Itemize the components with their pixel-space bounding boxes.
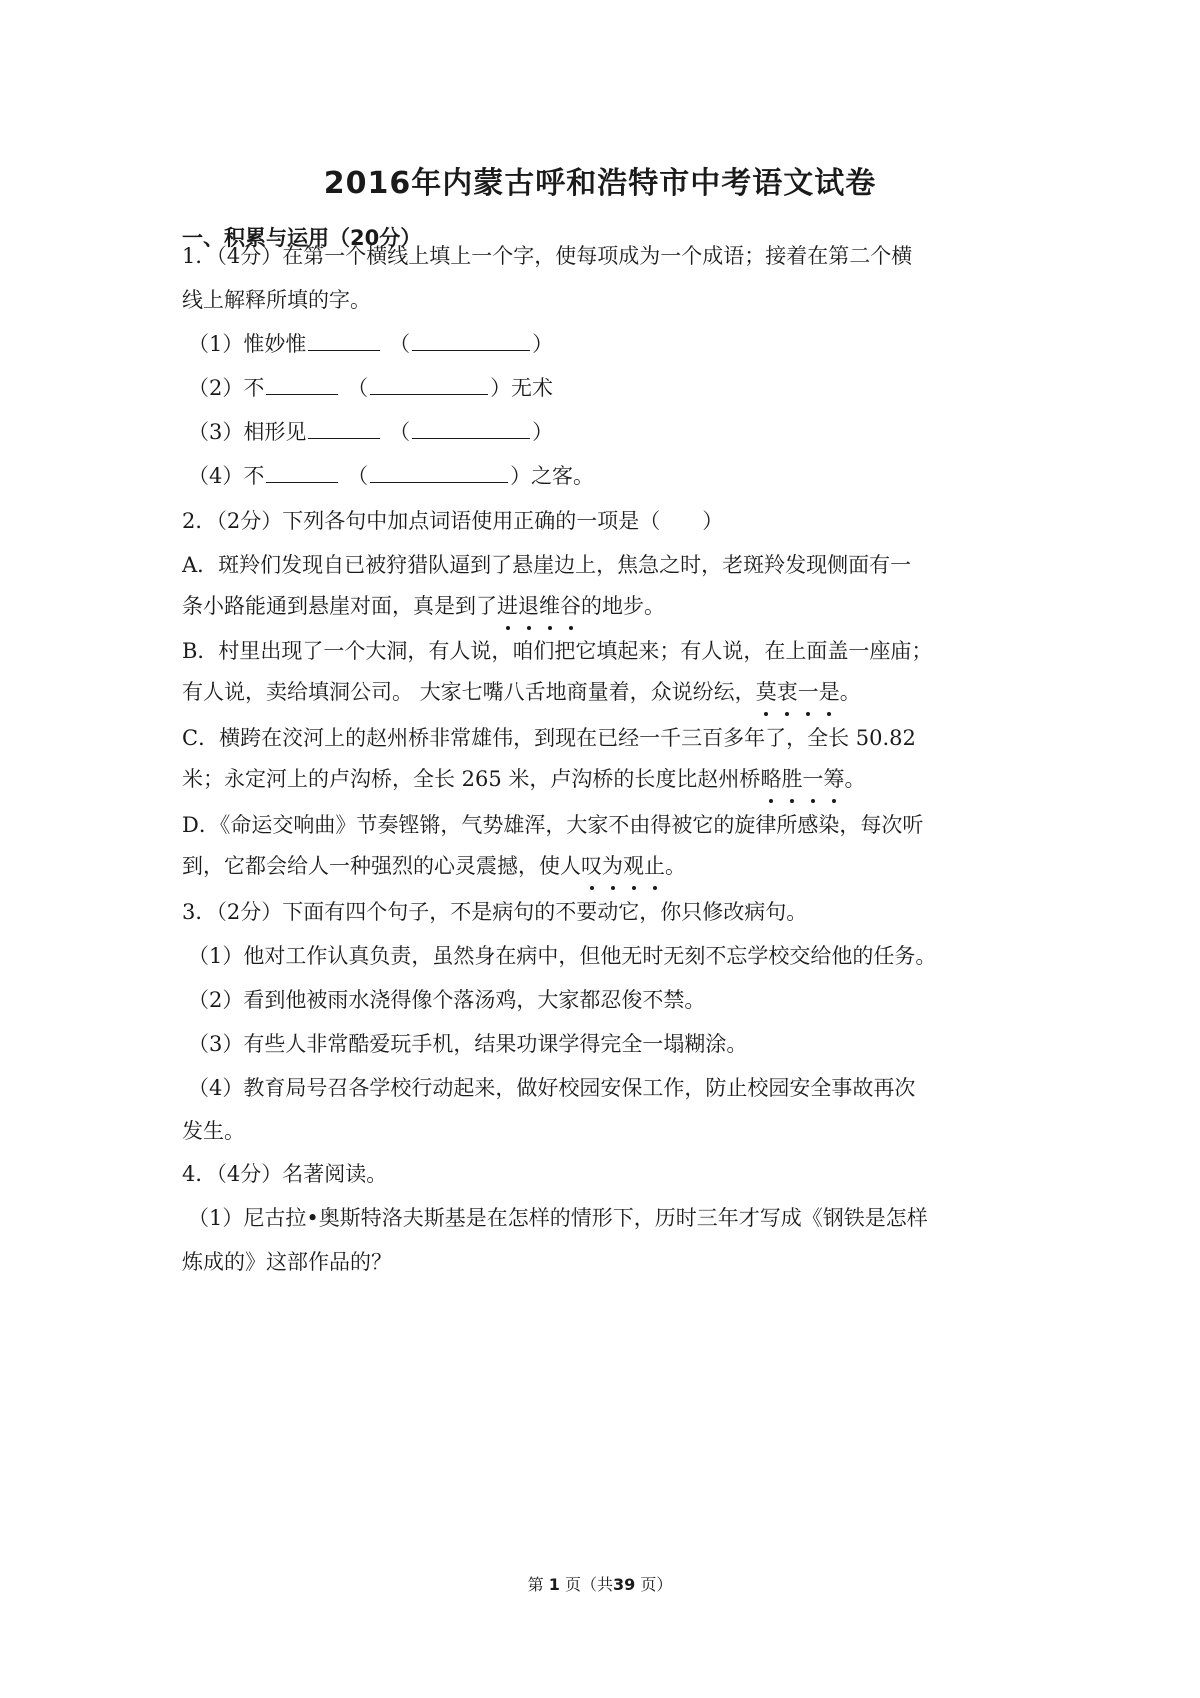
page-footer [0,1572,1200,1595]
option-text: 。 [839,680,861,704]
dotted-char: 衷 [777,678,798,707]
option-text: 条小路能通到悬崖对面，真是到了 [182,594,497,618]
total-pages: 39 [612,1575,636,1594]
q2-option-a-line1: A．斑羚们发现自已被狩猎队逼到了悬崖边上，焦急之时，老斑羚发现侧面有一 [182,553,912,577]
answer-blank[interactable] [266,374,338,395]
q3-sentence-3: （3）有些人非常酷爱玩手机，结果功课学得完全一塌糊涂。 [188,1032,748,1056]
dotted-char: 止 [644,852,665,881]
q1-item-3 [188,418,553,447]
q2-stem: 2．（2分）下列各句中加点词语使用正确的一项是（ ） [182,509,724,533]
q3-sentence-4-line2: 发生。 [182,1119,245,1143]
dotted-char: 观 [623,852,644,881]
dotted-char: 一 [798,678,819,707]
explanation-blank[interactable] [412,418,530,439]
option-text: 的地步。 [581,594,665,618]
dotted-char: 莫 [756,678,777,707]
q1-item-text: （1）惟妙惟 [188,332,307,356]
dotted-char: 维 [539,592,560,621]
q3-sentence-1: （1）他对工作认真负责，虽然身在病中，但他无时无刻不忘学校交给他的任务。 [188,944,937,968]
q1-item-suffix: ） [532,420,554,444]
footer-text: 页） [640,1575,673,1594]
q1-item-text: （2）不 [188,376,265,400]
paren-open: （ [389,332,411,356]
answer-blank[interactable] [308,330,380,351]
option-text: 到，它都会给人一种强烈的心灵震撼，使人 [182,854,581,878]
q1-stem-line1: 1．（4分）在第一个横线上填上一个字，使每项成为一个成语；接着在第二个横 [182,244,913,268]
dotted-char: 胜 [781,765,802,794]
dotted-char: 叹 [581,852,602,881]
paren-open: （ [389,420,411,444]
q1-stem-line2: 线上解释所填的字。 [182,288,371,312]
dotted-char: 是 [819,678,840,707]
q1-item-4 [188,462,594,491]
dotted-char: 略 [760,765,781,794]
q1-item-suffix: ）无术 [490,376,554,400]
paren-open: （ [347,376,369,400]
section-heading: 一、积累与运用（20分） [182,226,422,250]
dotted-char: 退 [518,592,539,621]
q2-option-d-line2 [182,852,686,881]
explanation-blank[interactable] [412,330,530,351]
answer-blank[interactable] [266,462,338,483]
paren-open: （ [347,464,369,488]
option-text: 米；永定河上的卢沟桥，全长 265 米，卢沟桥的长度比赵州桥 [182,767,761,791]
dotted-char: 一 [802,765,823,794]
q3-sentence-2: （2）看到他被雨水浇得像个落汤鸡，大家都忍俊不禁。 [188,988,706,1012]
option-text: 有人说，卖给填洞公司。 大家七嘴八舌地商量着，众说纷纭， [182,680,756,704]
option-text: 。 [844,767,866,791]
page-number: 1 [548,1575,560,1594]
q1-item-text: （4）不 [188,464,265,488]
footer-text: 页（共 [564,1575,613,1594]
q2-option-d-line1: D．《命运交响曲》节奏铿锵，气势雄浑，大家不由得被它的旋律所感染，每次听 [182,813,924,837]
q2-option-c-line2 [182,765,865,794]
answer-blank[interactable] [308,418,380,439]
q1-item-text: （3）相形见 [188,420,307,444]
option-text: 。 [665,854,686,878]
page-title: 2016年内蒙古呼和浩特市中考语文试卷 [323,166,877,201]
q1-item-suffix: ） [532,332,554,356]
q3-stem: 3．（2分）下面有四个句子，不是病句的不要动它，你只修改病句。 [182,900,808,924]
q2-option-c-line1: C．横跨在洨河上的赵州桥非常雄伟，到现在已经一千三百多年了，全长 50.82 [182,726,916,750]
q2-option-b-line2 [182,678,861,707]
q1-item-1 [188,330,553,359]
q3-sentence-4-line1: （4）教育局号召各学校行动起来，做好校园安保工作，防止校园安全事故再次 [188,1076,916,1100]
dotted-char: 谷 [560,592,581,621]
q1-item-2 [188,374,553,403]
q2-option-a-line2 [182,592,665,621]
q2-option-b-line1: B．村里出现了一个大洞，有人说，咱们把它填起来；有人说，在上面盖一座庙； [182,639,933,663]
explanation-blank[interactable] [370,374,488,395]
footer-text: 第 [527,1575,544,1594]
q4-stem: 4．（4分）名著阅读。 [182,1162,388,1186]
dotted-char: 筹 [823,765,844,794]
dotted-char: 为 [602,852,623,881]
dotted-char: 进 [497,592,518,621]
q4-sub1-line1: （1）尼古拉•奥斯特洛夫斯基是在怎样的情形下，历时三年才写成《钢铁是怎样 [188,1206,928,1230]
explanation-blank[interactable] [370,462,508,483]
q1-item-suffix: ）之客。 [510,464,595,488]
q4-sub1-line2: 炼成的》这部作品的？ [182,1250,392,1274]
